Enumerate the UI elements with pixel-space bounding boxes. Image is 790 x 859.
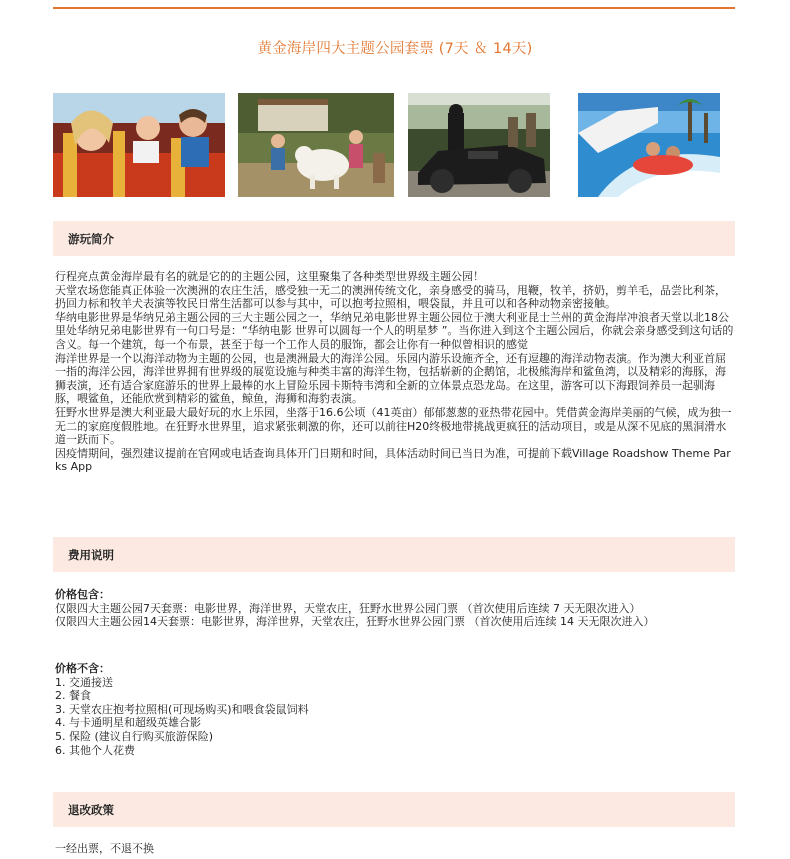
farm-animals-photo [238,93,394,197]
page-title: 黄金海岸四大主题公园套票 (7天 ＆ 14天) [257,41,533,57]
fees-included [55,588,735,629]
intro-section-header [53,221,735,256]
excluded-item: 5. 保险 (建议自行购买旅游保险) [55,729,214,743]
intro-heading: 游玩简介 [68,232,114,246]
included-item: 仅限四大主题公园14天套票：电影世界，海洋世界，天堂农庄，狂野水世界公园门票 （首次使用后连续 14 天无限次进入） [55,615,655,629]
roller-coaster-riders-photo [53,93,225,197]
intro-paragraph: 海洋世界是一个以海洋动物为主题的公园，也是澳洲最大的海洋公园。乐园内游乐设施齐全，还有逗趣的海洋动物表演。作为澳大利亚首屈一指的海洋公园，海洋世界拥有世界级的展览设施与种类丰富的海洋生物，包括崭新的企鹅馆，北极熊海岸和鲨鱼湾，以及精彩的海豚，海狮表演，还有适合家庭游乐的世界上最棒的水上冒险乐园卡斯特韦湾和全新的立体景点恐龙岛。在这里，游客可以下海跟饲养员一起驯海豚，喂鲨鱼，还能欣赏到精彩的鲨鱼，鲸鱼，海狮和海豹表演。 [55,351,726,406]
included-item: 仅限四大主题公园7天套票：电影世界，海洋世界，天堂农庄，狂野水世界公园门票 （首次使用后连续 7 天无限次进入） [55,601,641,615]
excluded-item: 3. 天堂农庄抱考拉照相(可现场购买)和喂食袋鼠饲料 [55,702,309,716]
included-label: 价格包含： [55,588,110,601]
intro-paragraph: 天堂农场您能真正体验一次澳洲的农庄生活，感受独一无二的澳洲传统文化，亲身感受的骑马，甩鞭，牧羊，挤奶，剪羊毛，品尝比利茶，扔回力标和牧羊犬表演等牧民日常生活都可以参与其中，可以抱考拉照相，喂袋鼠，并且可以和各种动物亲密接触。 [55,283,726,311]
refund-section-header [53,792,735,827]
excluded-item: 6. 其他个人花费 [55,743,135,757]
excluded-item: 1. 交通接送 [55,675,113,689]
excluded-label: 价格不含： [55,662,110,675]
top-divider [53,7,735,9]
fees-excluded [55,662,735,757]
intro-text [55,270,735,474]
excluded-item: 2. 餐食 [55,689,91,703]
intro-paragraph: 华纳电影世界是华纳兄弟主题公园的三大主题公园之一，华纳兄弟电影世界主题公园位于澳大利亚昆士兰州的黄金海岸冲浪者天堂以北18公里处华纳兄弟电影世界有一句口号是：“华纳电影 世界可以圆每一个人的明星梦 ”。当你进入到这个主题公园后，你就会亲身感受到这句话的含义。每一个建筑，每一个布景，甚至于每一个工作人员的服饰，都会让你有一种似曾相识的感觉 [55,310,734,351]
batmobile-photo [408,93,550,197]
fees-heading: 费用说明 [68,548,114,562]
excluded-item: 4. 与卡通明星和超级英雄合影 [55,716,201,730]
refund-policy: 一经出票，不退不换 [55,842,154,855]
fees-section-header [53,537,735,572]
refund-heading: 退改政策 [68,803,114,817]
water-slide-photo [578,93,720,197]
intro-paragraph: 狂野水世界是澳大利亚最大最好玩的水上乐园，坐落于16.6公顷（41英亩）郁郁葱葱的亚热带花园中。凭借黄金海岸美丽的气候，成为独一无二的家庭度假胜地。在狂野水世界里，追求紧张刺激的你，还可以前往H20终极地带挑战更疯狂的活动项目，或是从深不见底的黑洞滑水道一跃而下。 [55,405,732,447]
refund-text [55,842,735,856]
intro-paragraph: 行程亮点黄金海岸最有名的就是它的的主题公园，这里聚集了各种类型世界级主题公园！ [55,270,484,283]
intro-paragraph: 因疫情期间，强烈建议提前在官网或电话查询具体开门日期和时间，具体活动时间已当日为准，可提前下载Village Roadshow Theme Parks App [55,446,731,474]
